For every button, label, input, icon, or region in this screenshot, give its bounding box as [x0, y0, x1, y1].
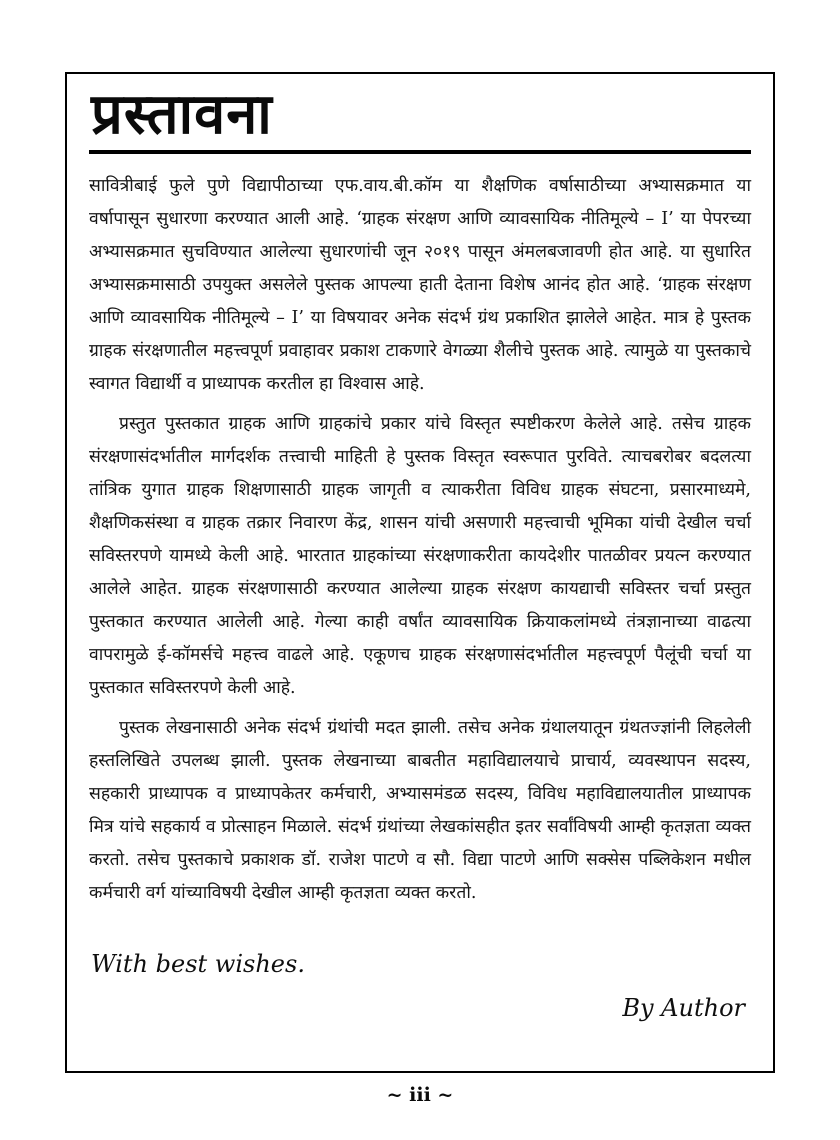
preface-paragraph-2: प्रस्तुत पुस्तकात ग्राहक आणि ग्राहकांचे प्रकार यांचे विस्तृत स्पष्टीकरण केलेले आहे. तसेच ग्राहक संरक्षणासंदर्भातील मार्गदर्शक तत्त्वाची माहिती हे पुस्तक विस्तृत स्वरूपात पुरविते. त्याचबरोबर बदलत्या तांत्रिक युगात ग्राहक शिक्षणासाठी ग्राहक जागृती व त्याकरीता विविध ग्राहक संघटना, प्रसारमाध्यमे, शैक्षणिकसंस्था व ग्राहक तक्रार निवारण केंद्र, शासन यांची असणारी महत्त्वाची भूमिका यांची देखील चर्चा सविस्तरपणे यामध्ये केली आहे. भारतात ग्राहकांच्या संरक्षणाकरीता कायदेशीर पातळीवर प्रयत्न करण्यात आलेले आहेत. ग्राहक संरक्षणासाठी करण्यात आलेल्या ग्राहक संरक्षण कायद्याची सविस्तर चर्चा प्रस्तुत पुस्तकात करण्यात आलेली आहे. गेल्या काही वर्षांत व्यावसायिक क्रियाकलांमध्ये तंत्रज्ञानाच्या वाढत्या वापरामुळे ई-कॉमर्सचे महत्त्व वाढले आहे. एकूणच ग्राहक संरक्षणासंदर्भातील महत्त्वपूर्ण पैलूंची चर्चा या पुस्तकात सविस्तरपणे केली आहे. [89, 414, 751, 699]
author-signature-text: By Author [622, 994, 745, 1023]
page-number: ~ iii ~ [386, 1084, 454, 1106]
page-border-frame [65, 72, 775, 1073]
page-title: प्रस्तावना [91, 81, 273, 147]
preface-paragraph-1: सावित्रीबाई फुले पुणे विद्यापीठाच्या एफ.वाय.बी.कॉम या शैक्षणिक वर्षासाठीच्या अभ्यासक्रमात या वर्षापासून सुधारणा करण्यात आली आहे. ‘ग्राहक संरक्षण आणि व्यावसायिक नीतिमूल्ये – I’ या पेपरच्या अभ्यासक्रमात सुचविण्यात आलेल्या सुधारणांची जून २०१९ पासून अंमलबजावणी होत आहे. या सुधारित अभ्यासक्रमासाठी उपयुक्त असलेले पुस्तक आपल्या हाती देताना विशेष आनंद होत आहे. ‘ग्राहक संरक्षण आणि व्यावसायिक नीतिमूल्ये – I’ या विषयावर अनेक संदर्भ ग्रंथ प्रकाशित झालेले आहेत. मात्र हे पुस्तक ग्राहक संरक्षणातील महत्त्वपूर्ण प्रवाहावर प्रकाश टाकणारे वेगळ्या शैलीचे पुस्तक आहे. त्यामुळे या पुस्तकाचे स्वागत विद्यार्थी व प्राध्यापक करतील हा विश्वास आहे. [89, 176, 751, 395]
preface-paragraph-3: पुस्तक लेखनासाठी अनेक संदर्भ ग्रंथांची मदत झाली. तसेच अनेक ग्रंथालयातून ग्रंथतज्ज्ञांनी लिहलेली हस्तलिखिते उपलब्ध झाली. पुस्तक लेखनाच्या बाबतीत महाविद्यालयाचे प्राचार्य, व्यवस्थापन सदस्य, सहकारी प्राध्यापक व प्राध्यापकेतर कर्मचारी, अभ्यासमंडळ सदस्य, विविध महाविद्यालयातील प्राध्यापक मित्र यांचे सहकार्य व प्रोत्साहन मिळाले. संदर्भ ग्रंथांच्या लेखकांसहीत इतर सर्वांविषयी आम्ही कृतज्ञता व्यक्त करतो. तसेच पुस्तकाचे प्रकाशक डॉ. राजेश पाटणे व सौ. विद्या पाटणे आणि सक्सेस पब्लिकेशन मधील कर्मचारी वर्ग यांच्याविषयी देखील आम्ही कृतज्ञता व्यक्त करतो. [89, 718, 751, 904]
closing-wishes-text: With best wishes. [91, 950, 305, 979]
title-divider-rule [89, 150, 751, 154]
